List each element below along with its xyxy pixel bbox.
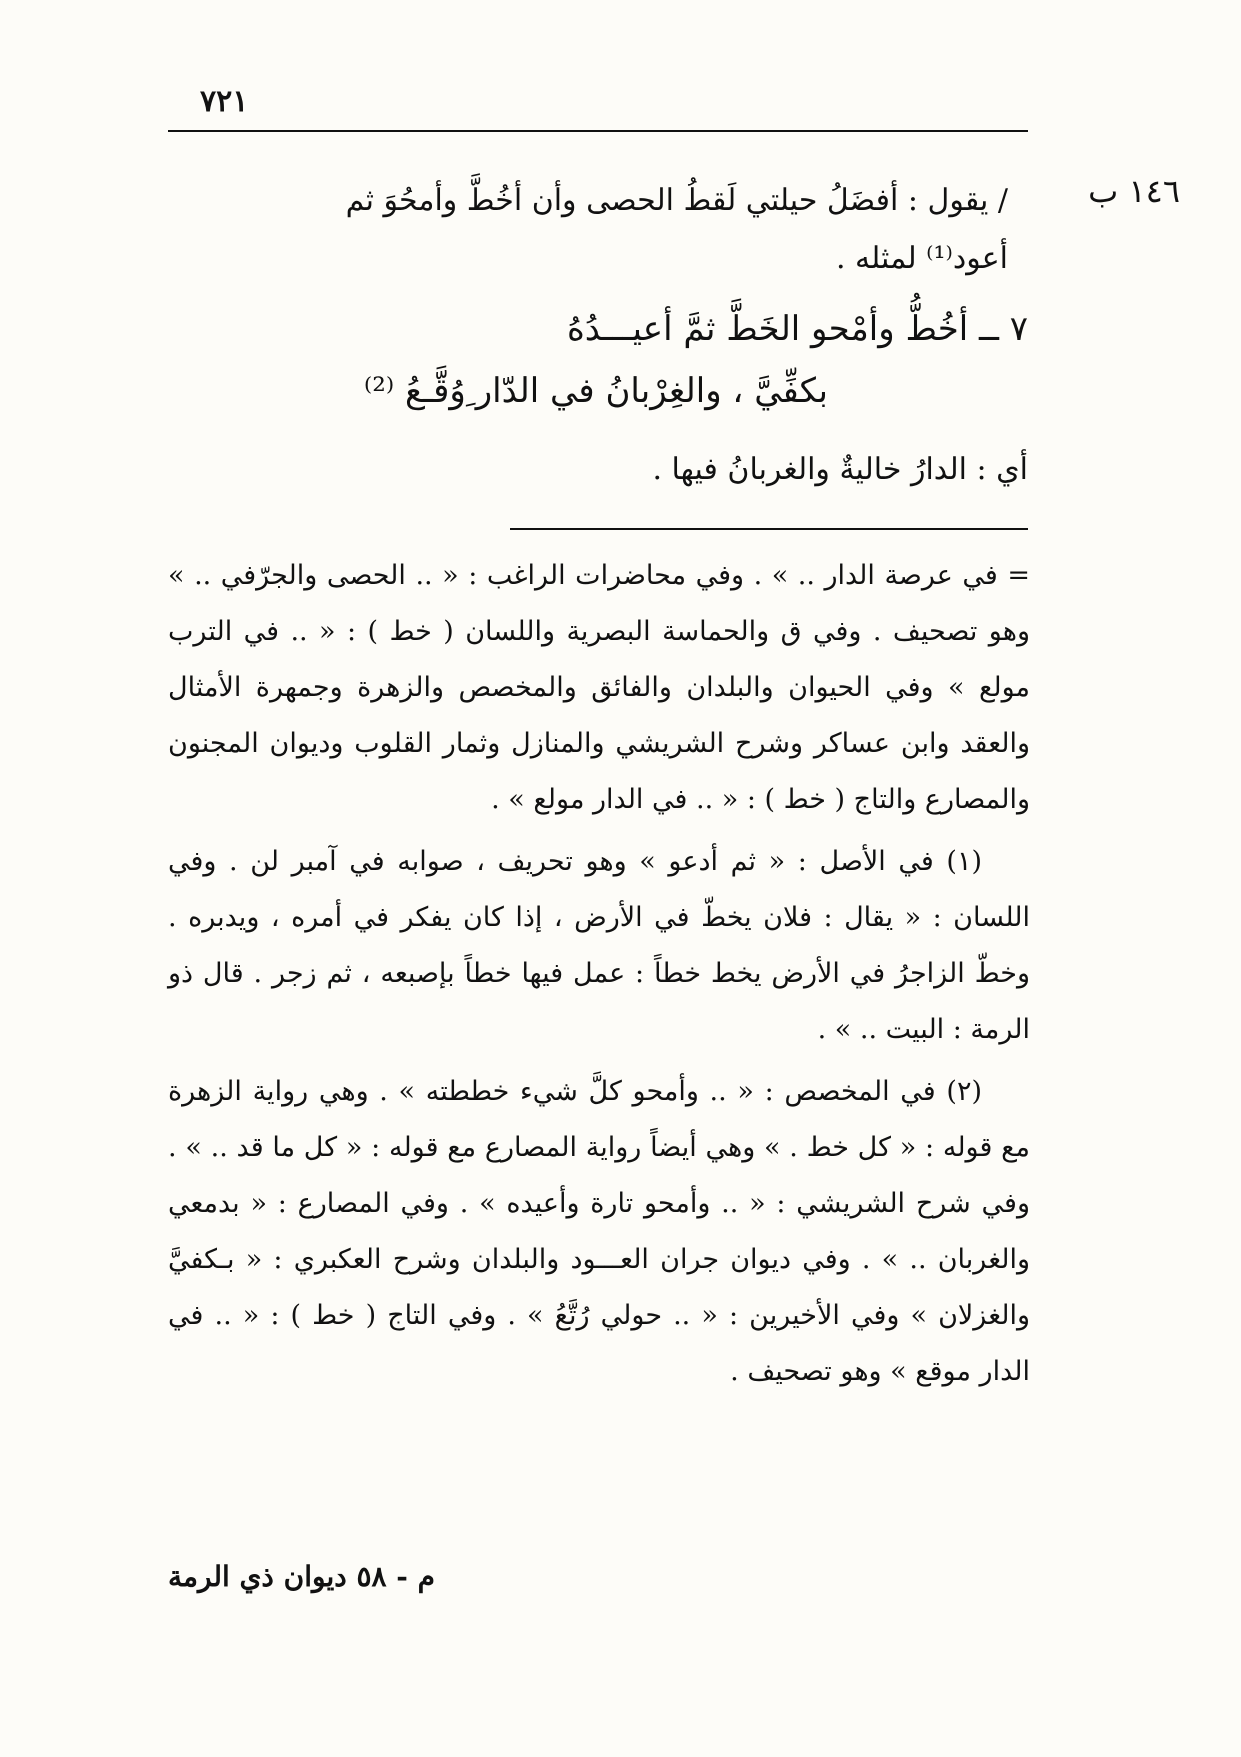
footnotes: [168, 548, 1030, 1406]
verse-hemistich-2: بكفِّيَّ ، والغِرْبانُ في الدّار ِوُقَّـعُ ⁽²⁾: [363, 371, 828, 411]
manuscript-folio-note: ١٤٦ ب: [1088, 172, 1180, 210]
verse: [168, 298, 1028, 422]
commentary-line-1: / يقول : أفضَلُ حيلتي لَقطُ الحصى وأن أخُطَّ وأمحُوَ ثم: [345, 183, 1008, 218]
header-rule: [168, 130, 1028, 132]
verse-hemistich-1: ٧ ــ أخُطُّ وأمْحو الخَطَّ ثمَّ أعيـــدُهُ: [566, 309, 1028, 349]
commentary-text: [168, 172, 1028, 288]
page-number: ٧٢١: [200, 84, 249, 119]
footnote-separator: [510, 528, 1028, 530]
footnote-2: (٢) في المخصص : « .. وأمحو كلَّ شيء خططته » . وهي رواية الزهرة مع قوله : « كل خط . » وهي أيضاً رواية المصارع مع قوله : « كل ما قد .. » . وفي شرح الشريشي : « .. وأمحو تارة وأعيده » . وفي المصارع : « بدمعي والغربان .. » . وفي ديوان جران العـــود والبلدان وشرح العكبري : « بـكفيَّ والغزلان » وفي الأخيرين : « .. حولي رُتَّعُ » . وفي التاج ( خط ) : « .. في الدار موقع » وهو تصحيف .: [168, 1076, 1030, 1387]
footnote-continuation: = في عرصة الدار .. » . وفي محاضرات الراغب : « .. الحصى والجرّفي .. » وهو تصحيف . وفي ق والحماسة البصرية واللسان ( خط ) : « .. في الترب مولع » وفي الحيوان والبلدان والفائق والمخصص والزهرة وجمهرة الأمثال والعقد وابن عساكر وشرح الشريشي والمنازل وثمار القلوب وديوان المجنون والمصارع والتاج ( خط ) : « .. في الدار مولع » .: [168, 560, 1030, 815]
footnote-1: (١) في الأصل : « ثم أدعو » وهو تحريف ، صوابه في آمبر لن . وفي اللسان : « يقال : فلان يخطّ في الأرض ، إذا كان يفكر في أمره ، ويدبره . وخطّ الزاجرُ في الأرض يخط خطاً : عمل فيها خطاً بإصبعه ، ثم زجر . قال ذو الرمة : البيت .. » .: [168, 846, 1030, 1045]
commentary-line-2: أعود⁽¹⁾ لمثله .: [835, 241, 1008, 276]
printer-signature: م - ٥٨ ديوان ذي الرمة: [168, 1560, 435, 1593]
verse-gloss: أي : الدارُ خاليةٌ والغربانُ فيها .: [652, 452, 1028, 487]
